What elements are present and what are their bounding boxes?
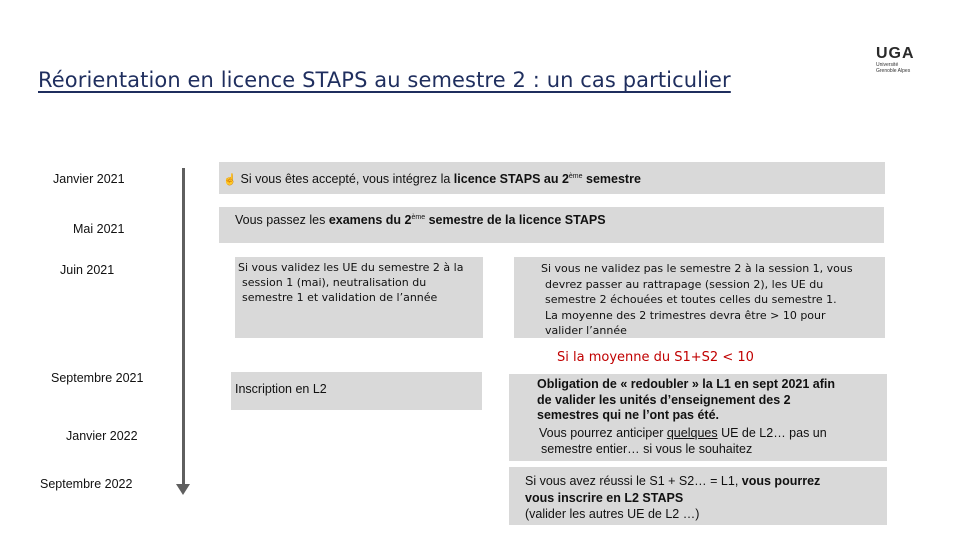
date-septembre-2021: Septembre 2021 (51, 371, 144, 385)
logo-line-1: Université (876, 62, 899, 68)
uga-logo (876, 46, 926, 76)
exams-text-bold2: semestre de la licence STAPS (425, 213, 606, 227)
box-validate (235, 257, 483, 338)
date-juin-2021: Juin 2021 (60, 263, 115, 277)
date-janvier-2022: Janvier 2022 (66, 429, 138, 443)
timeline-line (182, 168, 185, 486)
red-condition-label: Si la moyenne du S1+S2 < 10 (557, 350, 754, 365)
logo-mark: UGA (876, 45, 915, 62)
redoubler-text: Obligation de « redoubler » la L1 en sept 2021 afin de valider les unités d’enseignement des 2 semestres qui ne l’ont pas été. (537, 377, 835, 422)
hand-pointer-icon: ☝ (223, 174, 237, 186)
box-exams (219, 207, 884, 243)
date-mai-2021: Mai 2021 (73, 222, 125, 236)
exams-text-prefix: Vous passez les (235, 213, 329, 227)
exams-text-bold1: examens du 2 (328, 213, 412, 227)
box-redoubler (509, 374, 887, 424)
timeline-arrow-icon (176, 484, 190, 495)
accept-text-bold1: licence STAPS au 2 (453, 172, 569, 186)
box-inscription-l2 (231, 372, 482, 410)
page-title: Réorientation en licence STAPS au semestre 2 : un cas particulier (38, 68, 731, 92)
box-acceptance (219, 162, 885, 194)
not-validate-text: Si vous ne validez pas le semestre 2 à la session 1, vous devrez passer au rattrapage (session 2), les UE du semestre 2 échouées et toutes celles du semestre 1. La moyenne des 2 trimestres devra être > 10 pour valider l’année (541, 262, 853, 337)
validate-text: Si vous validez les UE du semestre 2 à la session 1 (mai), neutralisation du semestre 1 et validation de l’année (238, 261, 464, 304)
date-janvier-2021: Janvier 2021 (53, 172, 125, 186)
logo-line-2: Grenoble Alpes (876, 68, 911, 74)
anticiper-text: Vous pourrez anticiper quelques UE de L2… pas un semestre entier… si vous le souhaitez (539, 426, 827, 456)
date-septembre-2022: Septembre 2022 (40, 477, 133, 491)
accept-text-sup: ème (568, 172, 583, 180)
box-anticiper (509, 424, 887, 461)
box-reussi (509, 467, 887, 525)
exams-text-sup: ème (411, 213, 426, 221)
inscription-text: Inscription en L2 (235, 382, 327, 396)
box-not-validate (514, 257, 885, 338)
reussi-text: Si vous avez réussi le S1 + S2… = L1, vous pourrez vous inscrire en L2 STAPS (valider les autres UE de L2 …) (525, 474, 821, 521)
accept-text-bold2: semestre (582, 172, 641, 186)
accept-text-prefix: Si vous êtes accepté, vous intégrez la (240, 172, 454, 186)
